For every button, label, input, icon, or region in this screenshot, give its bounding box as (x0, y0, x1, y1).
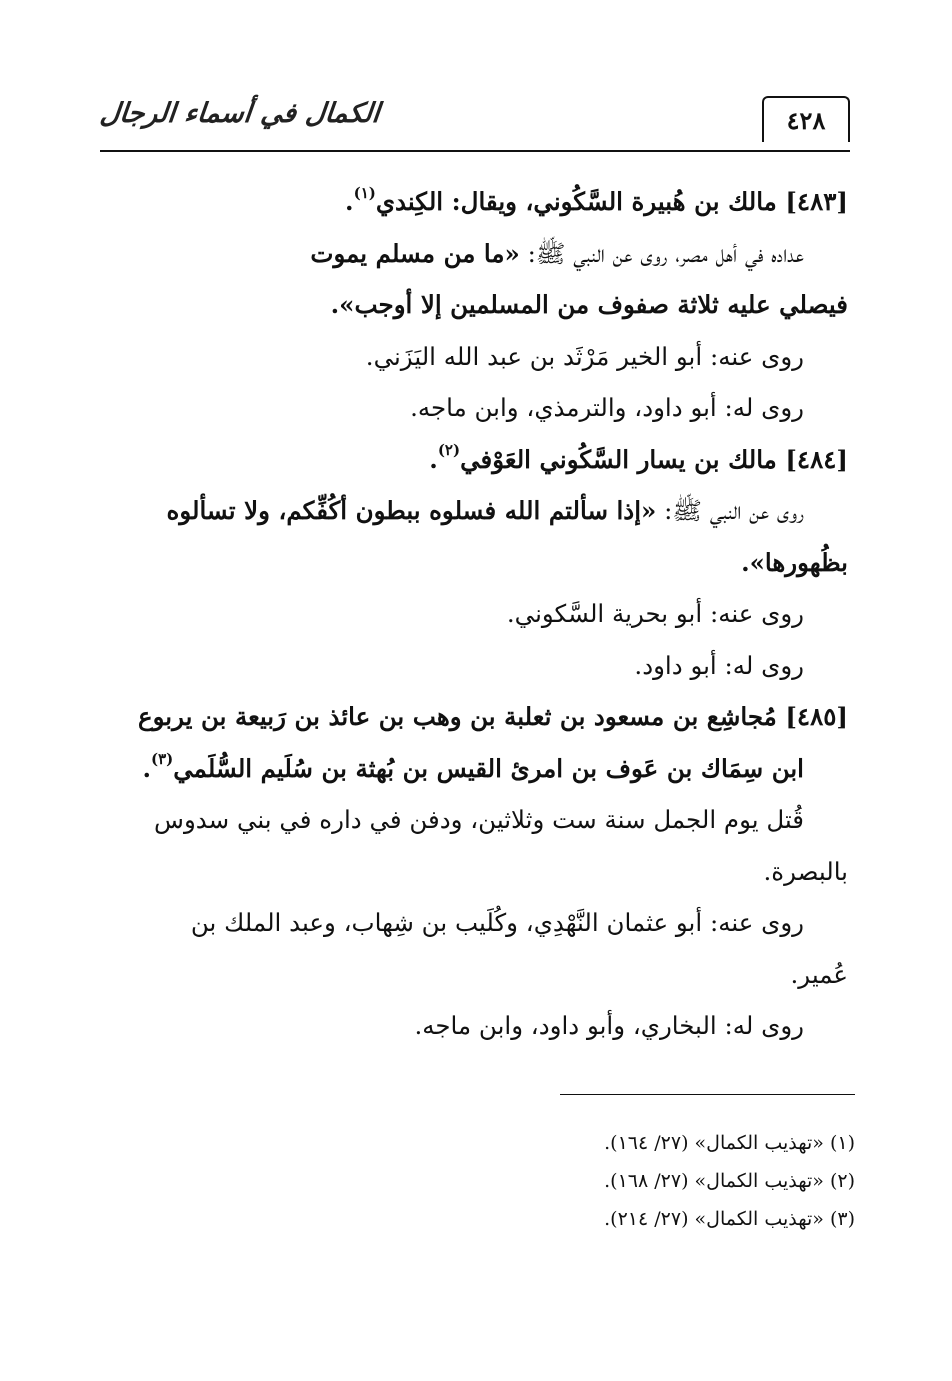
page-number: ٤٢٨ (762, 96, 850, 142)
header-rule (100, 150, 850, 152)
page-header (100, 96, 850, 152)
entry-number: [٤٨٥] (785, 702, 848, 731)
entry-death-continued: بالبصرة. (763, 856, 848, 886)
entry-death: قُتل يوم الجمل سنة ست وثلاثين، ودفن في داره في بني سدوس (154, 805, 804, 834)
entry-name-end: . (142, 753, 151, 783)
entry-narrated-by: روى له: البخاري، وأبو داود، وابن ماجه. (414, 1011, 804, 1040)
entry-narrators: روى عنه: أبو بحرية السَّكوني. (506, 599, 804, 628)
entry-name-end: . (345, 187, 354, 216)
entry-narration (108, 228, 848, 280)
hadith-text-continued: فيصلي عليه ثلاثة صفوف من المسلمين إلا أوجب». (330, 290, 848, 319)
entry-narrators-continued: عُمير. (790, 959, 848, 989)
book-title: الكمال في أسماء الرجال (98, 98, 382, 129)
footnote-marker: (١) (353, 183, 376, 202)
page-body (108, 176, 848, 1052)
entry-name: مالك بن يسار السَّكُوني العَوْفي (460, 444, 777, 474)
entry-heading (108, 434, 848, 486)
narration-intro: روى عن النبي ﷺ: (656, 496, 804, 525)
footnote-marker: (٢) (437, 441, 461, 460)
entry-number: [٤٨٤] (785, 444, 848, 474)
entry-heading (108, 691, 848, 743)
footnote: (٢) «تهذيب الكمال» (٢٧/ ١٦٨). (604, 1170, 855, 1192)
footnotes (520, 1124, 855, 1238)
entry-name-end: . (429, 444, 438, 474)
entry-name: مُجاشِع بن مسعود بن ثعلبة بن وهب بن عائذ بن رَبيعة بن يربوع (138, 702, 777, 731)
footnote: (١) «تهذيب الكمال» (٢٧/ ١٦٤). (604, 1132, 855, 1154)
hadith-text-continued: بظُهورها». (741, 547, 848, 577)
entry-name-line2: ابن سِمَاك بن عَوف بن امرئ القيس بن بُهثة بن سُلَيم السُّلَمي (173, 753, 804, 783)
narration-intro: عداده في أهل مصر، روى عن النبي ﷺ: (519, 238, 804, 268)
entry-name-continued (108, 743, 848, 795)
hadith-text: «إذا سألتم الله فسلوه ببطون أكُفِّكم، ولا تسألوه (166, 496, 657, 525)
entry-narration (108, 485, 848, 537)
hadith-text: «ما من مسلم يموت (310, 238, 520, 268)
entry-narrators: روى عنه: أبو عثمان النَّهْدِي، وكُلَيب بن شِهاب، وعبد الملك بن (190, 908, 804, 937)
footnote-marker: (٣) (150, 750, 174, 769)
entry-name: مالك بن هُبيرة السَّكُوني، ويقال: الكِندي (375, 187, 777, 216)
footnote-divider (560, 1094, 855, 1095)
footnote: (٣) «تهذيب الكمال» (٢٧/ ٢١٤). (604, 1208, 855, 1230)
entry-narrated-by: روى له: أبو داود. (634, 650, 804, 680)
entry-heading (108, 176, 848, 228)
entry-narrated-by: روى له: أبو داود، والترمذي، وابن ماجه. (410, 393, 804, 422)
entry-number: [٤٨٣] (785, 187, 848, 216)
entry-narrators: روى عنه: أبو الخير مَرْثَد بن عبد الله اليَزَني. (365, 341, 804, 371)
